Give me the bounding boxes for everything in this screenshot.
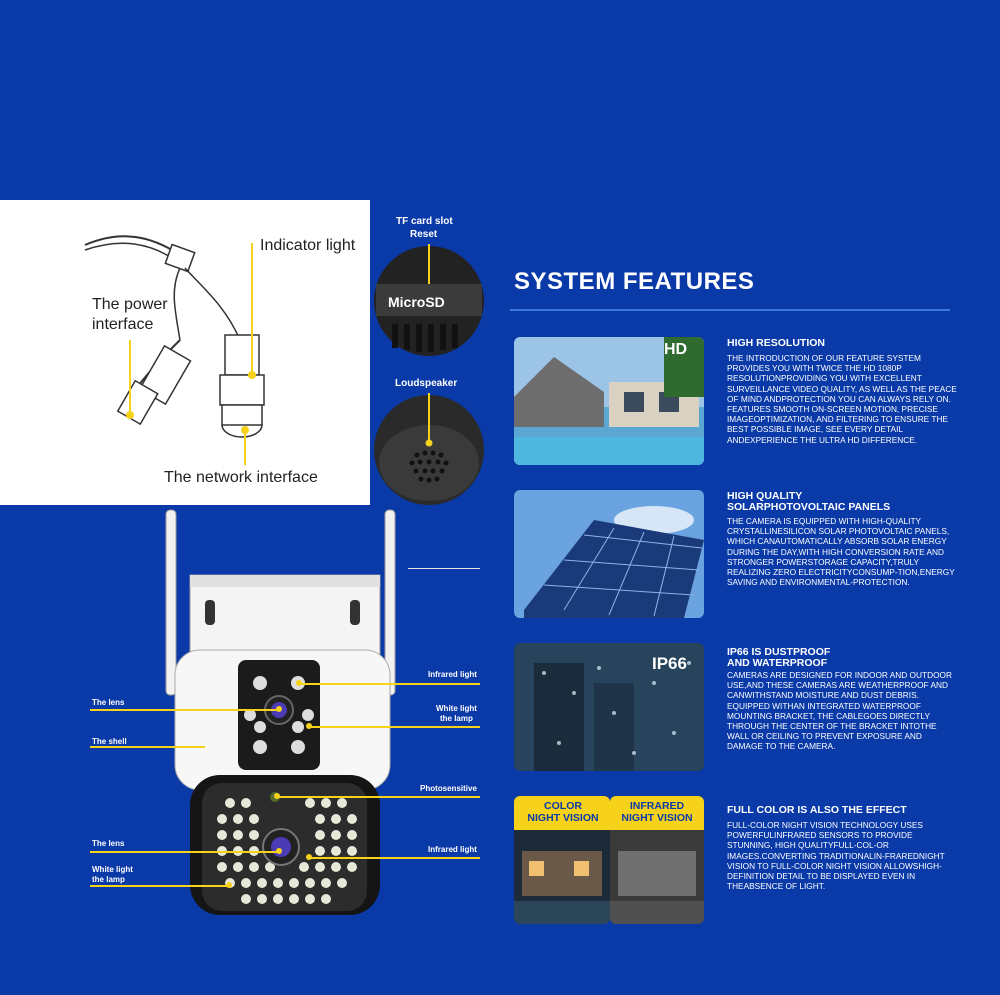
power-interface-label: The power interface bbox=[92, 296, 168, 333]
feature-ip66-heading: IP66 IS DUSTPROOF AND WATERPROOF bbox=[727, 646, 831, 669]
infrared-light-bottom-label: Infrared light bbox=[428, 845, 477, 854]
white-light-top-line bbox=[310, 726, 480, 728]
feature-solar-heading: HIGH QUALITY SOLARPHOTOVOLTAIC PANELS bbox=[727, 490, 891, 513]
bracket-line bbox=[408, 568, 480, 569]
microsd-label: MicroSD bbox=[388, 294, 445, 310]
photosensitive-line bbox=[278, 796, 480, 798]
infrared-bottom-line bbox=[310, 857, 480, 859]
lens-top-label: The lens bbox=[92, 698, 125, 707]
lens-bottom-label: The lens bbox=[92, 839, 125, 848]
network-interface-label: The network interface bbox=[164, 469, 318, 486]
feature-solar-image bbox=[514, 490, 704, 618]
feature-solar-body: THE CAMERA IS EQUIPPED WITH HIGH-QUALITY CRYSTALLINESILICON SOLAR PHOTOVOLTAIC PANELS, WHICH CANAUTOMATICALLY ABSORB SOLAR ENERGY DURING THE DAY,WITH HIGH CONVERSION RATE AND STRONGER POWERSTORAGE CAPACITY,TRULY REALIZING ZERO ELECTRICITYCONSUMP-TION,ENERGY SAVING AND ENVIRONMENTAL-PROTECTION. bbox=[727, 516, 955, 588]
color-night-badge: COLOR NIGHT VISION bbox=[527, 800, 599, 824]
shell-label: The shell bbox=[92, 737, 127, 746]
lens-bottom-dot bbox=[276, 848, 282, 854]
infrared-top-dot bbox=[296, 680, 302, 686]
feature-fullcolor-body: FULL-COLOR NIGHT VISION TECHNOLOGY USES POWERFULINFRARED SENSORS TO PROVIDE STUNNING, HIGH QUALITYFULL-COL-OR IMAGES.CONVERTING TRADITIONALIN-FRAREDNIGHT VISION TO FULL-COLOR NIGHT VISION ALLOWSHIGH-DEFINITION DETAIL TO BE DISPLAYED EVEN IN THEABSENCE OF LIGHT. bbox=[727, 820, 945, 892]
lens-top-dot bbox=[276, 706, 282, 712]
indicator-light-label: Indicator light bbox=[260, 237, 356, 254]
infrared-night-badge: INFRARED NIGHT VISION bbox=[621, 800, 693, 824]
tf-card-label: TF card slot bbox=[396, 216, 453, 227]
photosensitive-dot bbox=[274, 793, 280, 799]
reset-label: Reset bbox=[410, 229, 438, 240]
loudspeaker-closeup bbox=[372, 393, 487, 508]
hd-badge: HD bbox=[664, 341, 688, 358]
white-light-bottom-dot bbox=[226, 882, 232, 888]
title-underline bbox=[510, 309, 950, 311]
loudspeaker-label: Loudspeaker bbox=[395, 378, 458, 389]
white-light-bottom-label: White light the lamp bbox=[92, 865, 133, 884]
white-light-bottom-line bbox=[90, 885, 230, 887]
lens-bottom-line bbox=[90, 851, 280, 853]
white-light-top-label: White light the lamp bbox=[436, 704, 477, 723]
infrared-top-line bbox=[300, 683, 480, 685]
white-light-top-dot bbox=[306, 723, 312, 729]
infrared-light-top-label: Infrared light bbox=[428, 670, 477, 679]
feature-hd-heading: HIGH RESOLUTION bbox=[727, 337, 826, 349]
ip66-badge: IP66 bbox=[652, 654, 687, 673]
photosensitive-label: Photosensitive bbox=[420, 784, 477, 793]
section-title: SYSTEM FEATURES bbox=[514, 268, 755, 295]
feature-ip66-body: CAMERAS ARE DESIGNED FOR INDOOR AND OUTDOOR USE,AND THESE CAMERAS ARE WEATHERPROOF AND CANWITHSTAND MOISTURE AND DUST DEBRIS. EQUIPPED WITHAN INTEGRATED WATERPROOF MOUNTING BRACKET, THE CABLEGOES DIRECTLY THROUGH THE CENTER OF THE BRACKET INTOTHE WALL OR CEILING TO PREVENT EXPOSURE AND DAMAGE TO THE CAMERA. bbox=[727, 670, 952, 752]
feature-hd-body: THE INTRODUCTION OF OUR FEATURE SYSTEM PROVIDES YOU WITH TWICE THE HD 1080P RESOLUTIONPROVIDING YOU WITH EXCELLENT SURVEILLANCE VIDEO QUALITY, AS WELL AS THE PEACE OF MIND ANDPROTECTION YOU CAN ALWAYS RELY ON. FEATURES SMOOTH ON-SCREEN MOTION, PRECISE IMAGEOPTIMIZATION, AND FILTERING TO ENSURE THE BEST POSSIBLE IMAGE, SEE EVERY DETAIL ANDEXPERIENCE THE ULTRA HD DIFFERENCE. bbox=[727, 353, 957, 445]
infrared-bottom-dot bbox=[306, 854, 312, 860]
feature-fullcolor-heading: FULL COLOR IS ALSO THE EFFECT bbox=[727, 804, 907, 816]
cable-illustration bbox=[0, 200, 370, 505]
lens-top-line bbox=[90, 709, 280, 711]
